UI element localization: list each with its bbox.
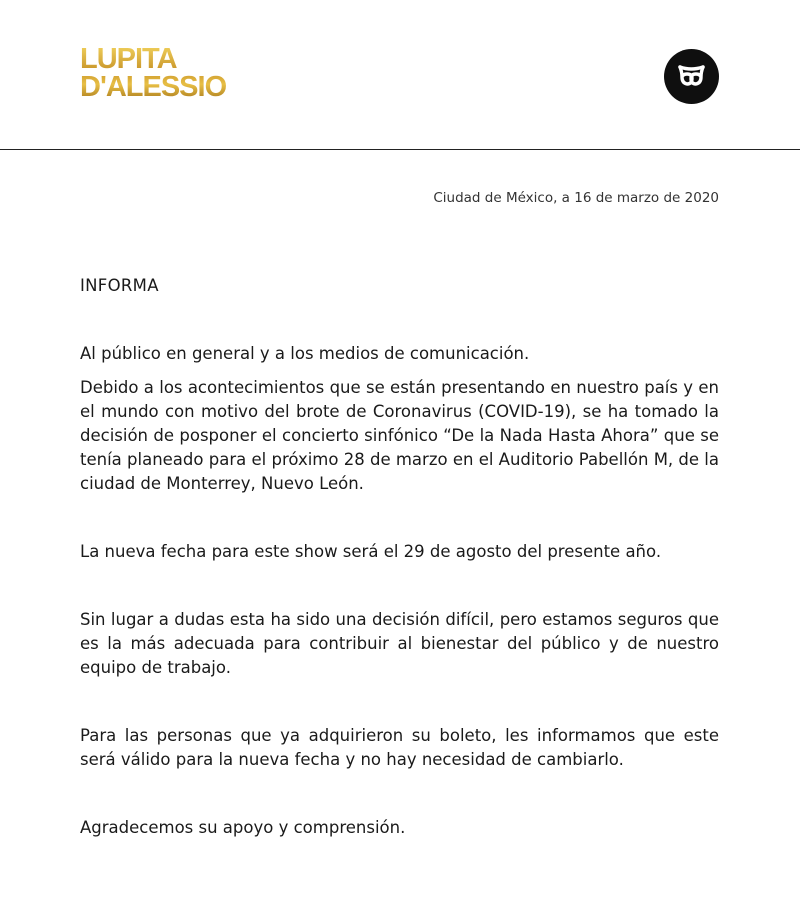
- letterhead: [0, 0, 800, 150]
- logo-line-1: LUPITA: [80, 43, 177, 75]
- lupita-dalessio-logo: [80, 45, 226, 101]
- paragraph-announcement: Debido a los acontecimientos que se están presentando en nuestro país y en el mundo con motivo del brote de Coronavirus (COVID-19), se ha tomado la decisión de posponer el concierto sinfónico “De la Nada Hasta Ahora” que se tenía planeado para el próximo 28 de marzo en el Auditorio Pabellón M, de la ciudad de Monterrey, Nuevo León.: [80, 378, 719, 493]
- paragraph-thanks: Agradecemos su apoyo y comprensión.: [80, 818, 406, 837]
- paragraph-tickets: Para las personas que ya adquirieron su boleto, les informamos que este será válido para la nueva fecha y no hay necesidad de cambiarlo.: [80, 726, 719, 769]
- logo-line-2: D'ALESSIO: [80, 71, 227, 103]
- bb-monogram-icon: [664, 49, 719, 104]
- paragraph-greeting: Al público en general y a los medios de comunicación.: [80, 344, 530, 363]
- paragraph-decision: Sin lugar a dudas esta ha sido una decisión difícil, pero estamos seguros que es la más adecuada para contribuir al bienestar del público y de nuestro equipo de trabajo.: [80, 610, 719, 677]
- paragraph-new-date: La nueva fecha para este show será el 29 de agosto del presente año.: [80, 542, 662, 561]
- letter-heading: INFORMA: [80, 276, 159, 295]
- letter-date: Ciudad de México, a 16 de marzo de 2020: [433, 190, 719, 206]
